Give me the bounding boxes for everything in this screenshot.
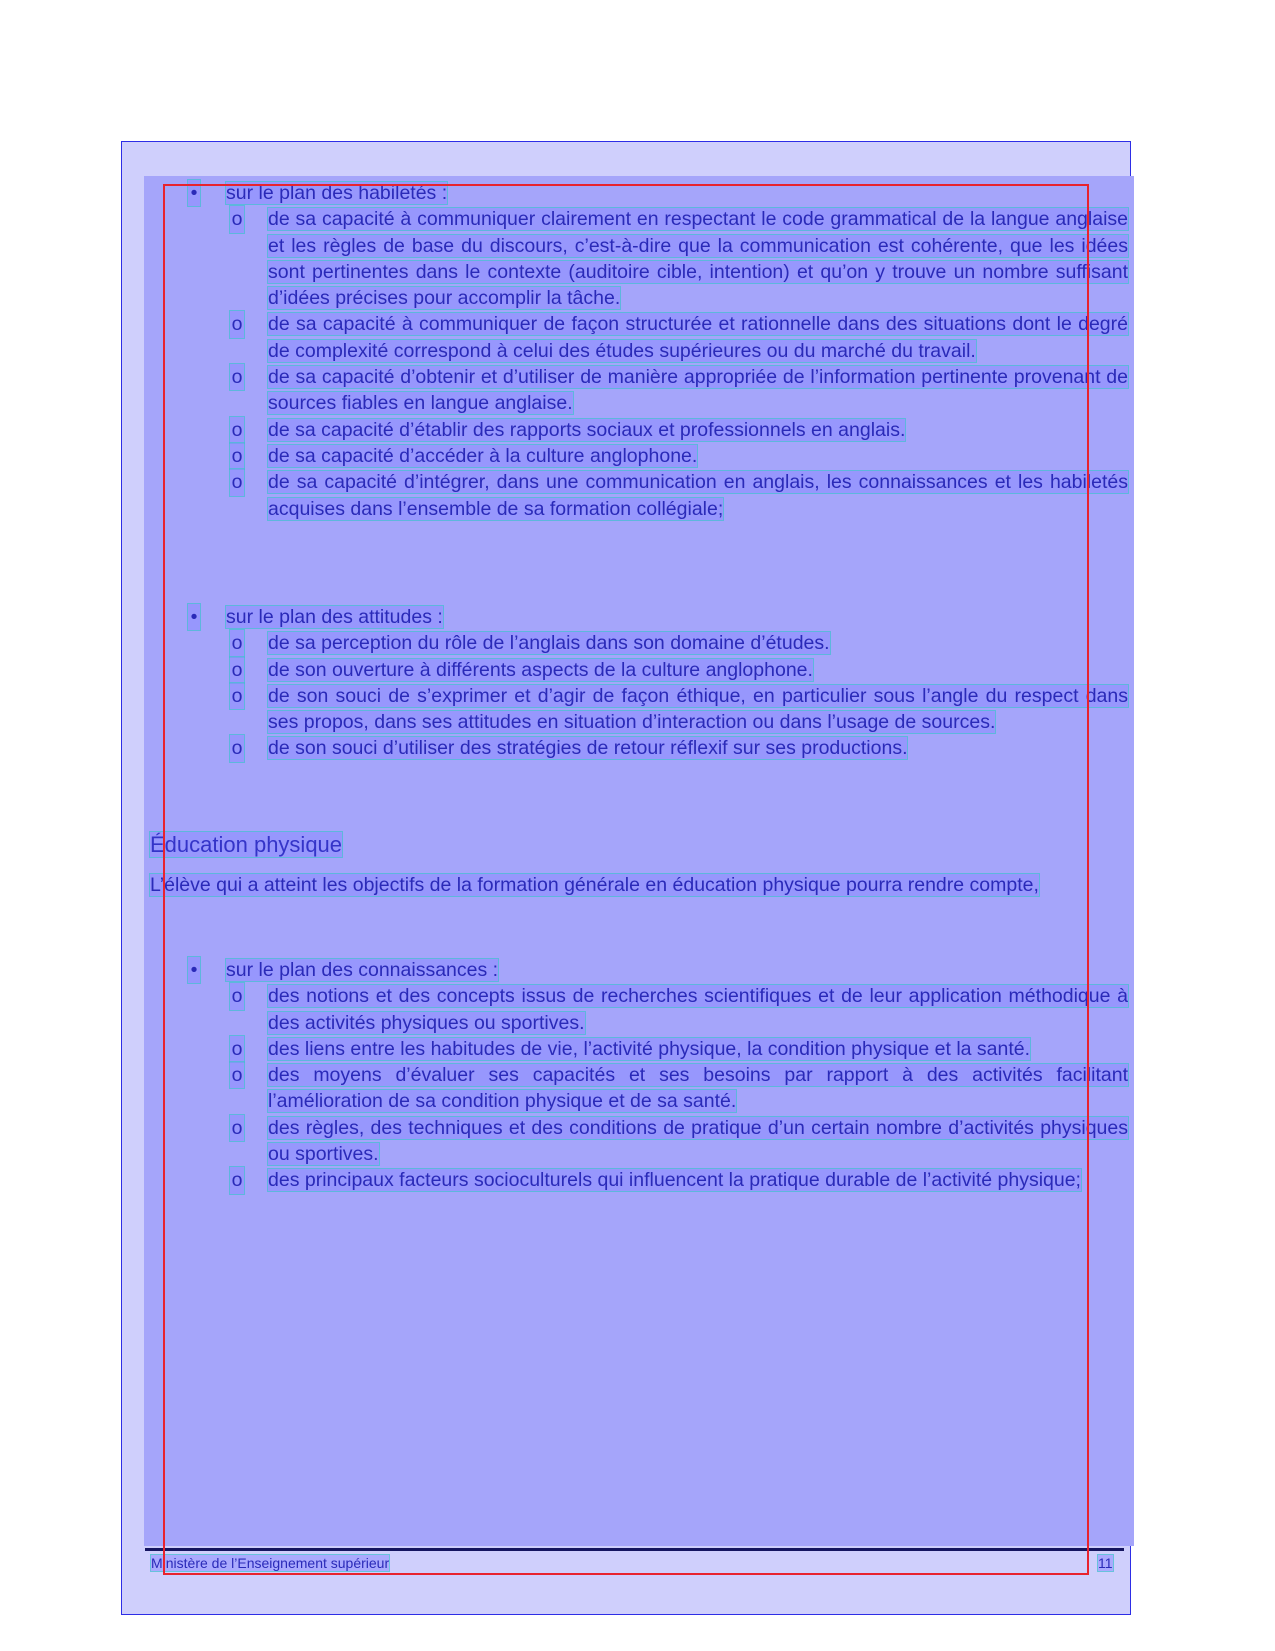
- connaissances-section: [188, 957, 1128, 1194]
- sub-bullet-icon: o: [230, 1062, 244, 1088]
- sub-bullet-icon: o: [230, 630, 244, 656]
- footer-divider: [145, 1548, 1124, 1551]
- sub-bullet-icon: o: [230, 735, 244, 761]
- list-item-text: de sa capacité à communiquer de façon structurée et rationnelle dans des situations dont le degré de complexité correspond à celui des études supérieures ou du marché du travail.: [268, 313, 1128, 362]
- sub-bullet-icon: o: [230, 1167, 244, 1193]
- list-item-text: de sa capacité d’établir des rapports sociaux et professionnels en anglais.: [268, 418, 906, 441]
- connaissances-list: [188, 983, 1128, 1193]
- attitudes-heading-row: [188, 604, 1128, 630]
- habiletes-heading-row: [188, 180, 1128, 206]
- intro-paragraph: [150, 872, 1130, 898]
- bullet-icon: •: [188, 180, 200, 206]
- list-item-text: de son souci d’utiliser des stratégies de retour réflexif sur ses productions.: [268, 737, 908, 760]
- bullet-icon: •: [188, 604, 200, 630]
- intro-text: L’élève qui a atteint les objectifs de la formation générale en éducation physique pourra rendre compte,: [150, 874, 1039, 896]
- section-title: [150, 832, 342, 858]
- list-item: [188, 417, 1128, 443]
- list-item: [188, 469, 1128, 522]
- list-item-text: des principaux facteurs socioculturels qui influencent la pratique durable de l’activité physique;: [268, 1169, 1081, 1192]
- sub-bullet-icon: o: [230, 1036, 244, 1062]
- sub-bullet-icon: o: [230, 1115, 244, 1141]
- list-item-text: de son ouverture à différents aspects de la culture anglophone.: [268, 658, 813, 681]
- list-item-text: de sa capacité d’obtenir et d’utiliser de manière appropriée de l’information pertinente provenant de sources fiables en langue anglaise.: [268, 366, 1128, 415]
- list-item-text: des liens entre les habitudes de vie, l’activité physique, la condition physique et la santé.: [268, 1037, 1031, 1060]
- sub-bullet-icon: o: [230, 364, 244, 390]
- list-item-text: de sa capacité d’accéder à la culture anglophone.: [268, 444, 698, 467]
- sub-bullet-icon: o: [230, 417, 244, 443]
- sub-bullet-icon: o: [230, 683, 244, 709]
- sub-bullet-icon: o: [230, 206, 244, 232]
- list-item: [188, 1167, 1128, 1193]
- footer-ministry: Ministère de l’Enseignement supérieur: [151, 1555, 390, 1571]
- connaissances-heading-row: [188, 957, 1128, 983]
- sub-bullet-icon: o: [230, 311, 244, 337]
- sub-bullet-icon: o: [230, 983, 244, 1009]
- list-item-text: des règles, des techniques et des conditions de pratique d’un certain nombre d’activités physiques ou sportives.: [268, 1116, 1128, 1166]
- connaissances-heading: sur le plan des connaissances :: [226, 959, 499, 981]
- sub-bullet-icon: o: [230, 469, 244, 495]
- list-item: [188, 364, 1128, 417]
- list-item: [188, 206, 1128, 311]
- list-item: [188, 1115, 1128, 1168]
- sub-bullet-icon: o: [230, 443, 244, 469]
- list-item-text: de son souci de s’exprimer et d’agir de façon éthique, en particulier sous l’angle du respect dans ses propos, dans ses attitudes en situation d’interaction ou dans l’usage de sources.: [268, 684, 1128, 734]
- habiletes-list: [188, 206, 1128, 522]
- sub-bullet-icon: o: [230, 657, 244, 683]
- section-title-text: Éducation physique: [150, 832, 343, 857]
- list-item-text: des notions et des concepts issus de recherches scientifiques et de leur application méthodique à des activités physiques ou sportives.: [268, 985, 1128, 1034]
- bullet-icon: •: [188, 957, 200, 983]
- list-item-text: de sa capacité d’intégrer, dans une communication en anglais, les connaissances et les habiletés acquises dans l’ensemble de sa formation collégiale;: [268, 471, 1128, 520]
- list-item: [188, 1036, 1128, 1062]
- list-item: [188, 1062, 1128, 1115]
- list-item: [188, 443, 1128, 469]
- attitudes-section: [188, 604, 1128, 762]
- list-item-text: de sa perception du rôle de l’anglais dans son domaine d’études.: [268, 632, 830, 655]
- attitudes-heading: sur le plan des attitudes :: [226, 606, 443, 628]
- list-item: [188, 311, 1128, 364]
- attitudes-list: [188, 630, 1128, 761]
- list-item: [188, 735, 1128, 761]
- list-item: [188, 630, 1128, 656]
- list-item-text: de sa capacité à communiquer clairement en respectant le code grammatical de la langue anglaise et les règles de base du discours, c’est-à-dire que la communication est cohérente, que les idées sont pertinentes dans le contexte (auditoire cible, intention) et qu’on y trouve un nombre suffisant d’idées précises pour accomplir la tâche.: [268, 208, 1128, 310]
- list-item: [188, 683, 1128, 736]
- list-item-text: des moyens d’évaluer ses capacités et ses besoins par rapport à des activités facilitant l’amélioration de sa condition physique et de sa santé.: [268, 1064, 1128, 1113]
- list-item: [188, 983, 1128, 1036]
- list-item: [188, 657, 1128, 683]
- habiletes-heading: sur le plan des habiletés :: [226, 182, 448, 204]
- page-number: 11: [1098, 1555, 1113, 1571]
- habiletes-section: [188, 180, 1128, 522]
